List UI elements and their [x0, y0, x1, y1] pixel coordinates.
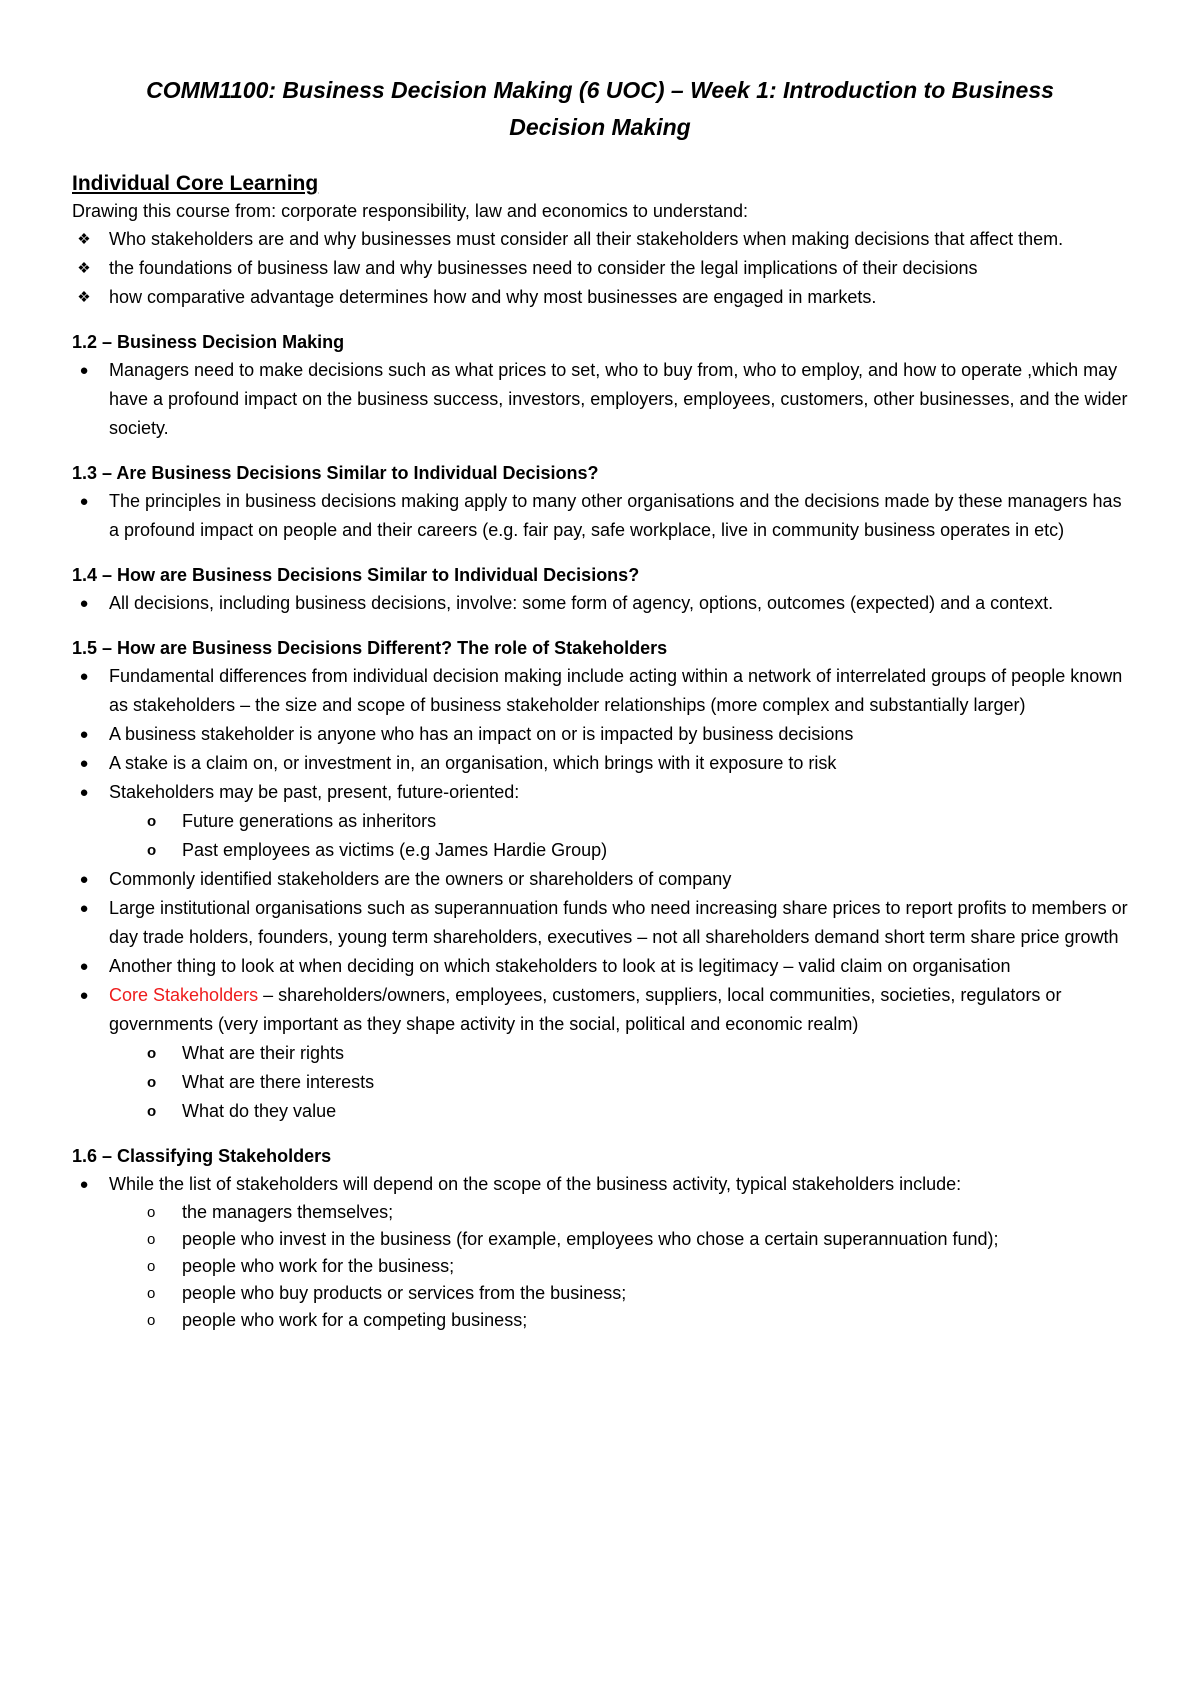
list-item: ● Core Stakeholders – shareholders/owners, employees, customers, suppliers, local communities, societies, regulators or governments (very important as they shape activity in the social, political and economic realm)	[72, 981, 1128, 1039]
list-item: ● A business stakeholder is anyone who has an impact on or is impacted by business decisions	[72, 720, 1128, 749]
bullet-icon: ●	[79, 493, 89, 510]
circle-bullet-icon: o	[147, 1231, 156, 1248]
bullet-icon: ●	[79, 362, 89, 379]
bullet-icon: ●	[79, 1176, 89, 1193]
section-1-5-list	[72, 662, 1128, 807]
bullet-icon: ●	[79, 958, 89, 975]
list-item: ● All decisions, including business decisions, involve: some form of agency, options, outcomes (expected) and a context.	[72, 589, 1128, 618]
circle-bullet-icon: o	[147, 842, 157, 859]
list-item: ● Managers need to make decisions such as what prices to set, who to buy from, who to employ, and how to operate ,which may have a profound impact on the business success, investors, employers, employees, customers, other businesses, and the wider society.	[72, 356, 1128, 443]
bullet-icon: ●	[79, 871, 89, 888]
sub-list-item: o people who buy products or services from the business;	[72, 1280, 1128, 1307]
core-learning-heading: Individual Core Learning	[72, 172, 319, 195]
section-1-4-list	[72, 589, 1128, 618]
circle-bullet-icon: o	[147, 813, 157, 830]
circle-bullet-icon: o	[147, 1312, 156, 1329]
sub-list-item: o Future generations as inheritors	[72, 807, 1128, 836]
circle-bullet-icon: o	[147, 1258, 156, 1275]
sub-list-item: o What are there interests	[72, 1068, 1128, 1097]
list-item: ❖ how comparative advantage determines how and why most businesses are engaged in markets.	[72, 283, 1128, 312]
sub-list-item: o the managers themselves;	[72, 1199, 1128, 1226]
diamond-bullet-icon: ❖	[77, 289, 91, 306]
circle-bullet-icon: o	[147, 1285, 156, 1302]
bullet-icon: ●	[79, 668, 89, 685]
circle-bullet-icon: o	[147, 1074, 157, 1091]
list-item: ● Fundamental differences from individual decision making include acting within a network of interrelated groups of people known as stakeholders – the size and scope of business stakeholder relationships (more complex and substantially larger)	[72, 662, 1128, 720]
list-item: ● Large institutional organisations such as superannuation funds who need increasing share prices to report profits to members or day trade holders, founders, young term shareholders, executives – not all shareholders demand short term share price growth	[72, 894, 1128, 952]
circle-bullet-icon: o	[147, 1103, 157, 1120]
section-1-2-list	[72, 356, 1128, 443]
list-item: ● Stakeholders may be past, present, future-oriented:	[72, 778, 1128, 807]
list-item: ● While the list of stakeholders will depend on the scope of the business activity, typical stakeholders include:	[72, 1170, 1128, 1199]
section-1-5-sublist-timeframe	[72, 807, 1128, 865]
list-item: ● The principles in business decisions making apply to many other organisations and the decisions made by these managers has a profound impact on people and their careers (e.g. fair pay, safe workplace, live in community business operates in etc)	[72, 487, 1128, 545]
sub-list-item: o What do they value	[72, 1097, 1128, 1126]
core-learning-intro: Drawing this course from: corporate responsibility, law and economics to understand:	[72, 201, 748, 221]
sub-list-item: o Past employees as victims (e.g James Hardie Group)	[72, 836, 1128, 865]
bullet-icon: ●	[79, 595, 89, 612]
bullet-icon: ●	[79, 726, 89, 743]
section-1-6-list	[72, 1170, 1128, 1199]
section-heading-1-2: 1.2 – Business Decision Making	[72, 332, 345, 352]
diamond-bullet-icon: ❖	[77, 260, 91, 277]
sub-list-item: o people who work for a competing business;	[72, 1307, 1128, 1334]
document-title: COMM1100: Business Decision Making (6 UOC) – Week 1: Introduction to Business Decision Making	[146, 77, 1054, 140]
section-1-3-list	[72, 487, 1128, 545]
list-item: ● A stake is a claim on, or investment in, an organisation, which brings with it exposure to risk	[72, 749, 1128, 778]
section-1-6-sublist	[72, 1199, 1128, 1334]
section-heading-1-6: 1.6 – Classifying Stakeholders	[72, 1146, 332, 1166]
bullet-icon: ●	[79, 755, 89, 772]
circle-bullet-icon: o	[147, 1045, 157, 1062]
core-stakeholders-highlight: Core Stakeholders	[109, 985, 259, 1005]
sub-list-item: o What are their rights	[72, 1039, 1128, 1068]
core-learning-list	[72, 225, 1128, 312]
sub-list-item: o people who invest in the business (for example, employees who chose a certain superannuation fund);	[72, 1226, 1128, 1253]
section-heading-1-3: 1.3 – Are Business Decisions Similar to Individual Decisions?	[72, 463, 599, 483]
section-heading-1-5: 1.5 – How are Business Decisions Different? The role of Stakeholders	[72, 638, 668, 658]
list-item: ● Commonly identified stakeholders are the owners or shareholders of company	[72, 865, 1128, 894]
section-1-5-list-continued	[72, 865, 1128, 1039]
section-heading-1-4: 1.4 – How are Business Decisions Similar to Individual Decisions?	[72, 565, 640, 585]
list-item: ❖ Who stakeholders are and why businesses must consider all their stakeholders when making decisions that affect them.	[72, 225, 1128, 254]
bullet-icon: ●	[79, 987, 89, 1004]
circle-bullet-icon: o	[147, 1204, 156, 1221]
section-1-5-sublist-core	[72, 1039, 1128, 1126]
list-item: ● Another thing to look at when deciding on which stakeholders to look at is legitimacy – valid claim on organisation	[72, 952, 1128, 981]
list-item: ❖ the foundations of business law and why businesses need to consider the legal implications of their decisions	[72, 254, 1128, 283]
diamond-bullet-icon: ❖	[77, 231, 91, 248]
bullet-icon: ●	[79, 900, 89, 917]
sub-list-item: o people who work for the business;	[72, 1253, 1128, 1280]
bullet-icon: ●	[79, 784, 89, 801]
